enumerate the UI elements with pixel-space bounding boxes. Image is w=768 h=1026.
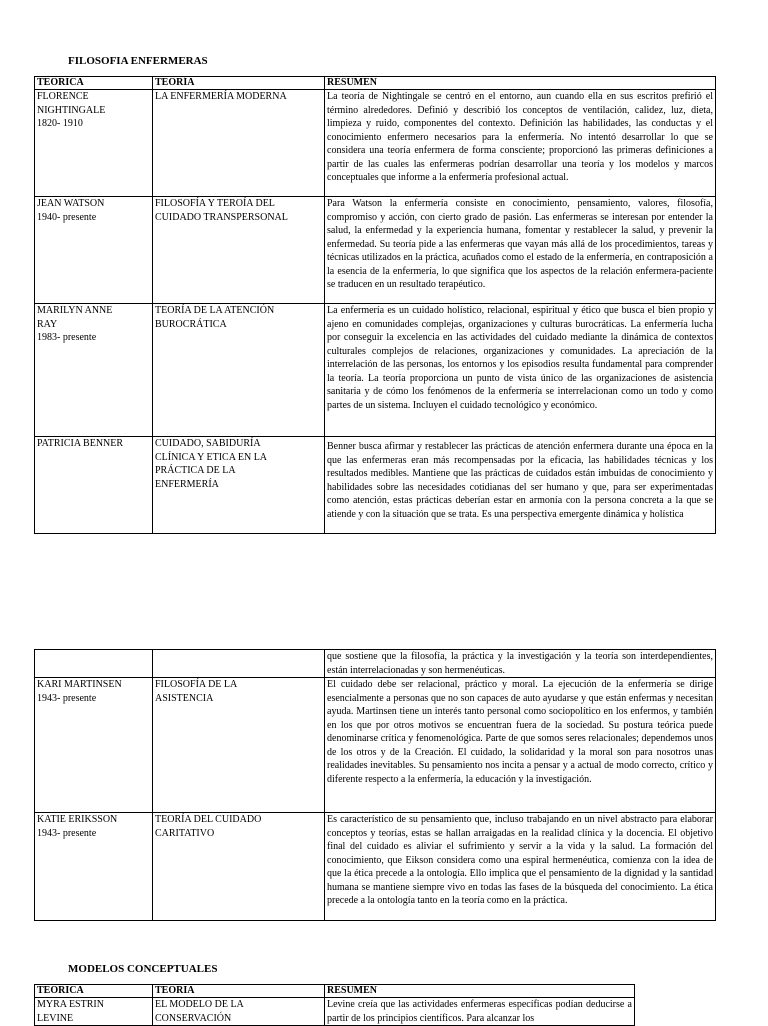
summary-cell: Benner busca afirmar y restablecer las prácticas de atención enfermera durante una época en la que las enfermeras eran más recompensadas por la eficacia, las habilidades técnicas y los resultados medibles. Mantiene que las prácticas de cuidados están imbuidas de conocimiento y habilidades sobre las necesidades cotidianas del ser humano y que, para ser experimentadas como atención, estas prácticas deberían estar en armonía con la persona concreta a la que se atiende y con la situación que se trata. Es una perspectiva emergente dinámica y holística (325, 437, 716, 534)
table-row (35, 678, 716, 813)
table-row (35, 650, 716, 678)
theory-cell: TEORÍA DE LA ATENCIÓN BUROCRÁTICA (153, 304, 325, 437)
table-row (35, 304, 716, 437)
header-teorica: TEORICA (35, 985, 153, 998)
table-header-row (35, 77, 716, 90)
summary-cell: Levine creía que las actividades enfermeras específicas podían deducirse a partir de los principios científicos. Para alcanzar los (325, 998, 635, 1026)
summary-cell: El cuidado debe ser relacional, práctico y moral. La ejecución de la enfermería se dirige esencialmente a personas que no son capaces de auto ayudarse y que están enfermas y necesitan ayuda. Martinsen tiene un interés tanto personal como sociopolítico en los enfermos, y también en los que por otros motivos se encuentran fuera de la sociedad. Su postura teórica puede denominarse crítica y fenomenológica. Parte de que somos seres relacionales; dependemos unos de los otros y de la Creación. El cuidado, la solidaridad y la moral son para nosotros unas realidades inevitables. Su pensamiento nos incita a pensar y a actual de modo correcto, crítico y diferente respecto a la enfermería, la educación y la investigación. (325, 678, 716, 813)
section-title-modelos: MODELOS CONCEPTUALES (68, 963, 218, 975)
table-row (35, 998, 635, 1026)
theory-cell: FILOSOFÍA DE LA ASISTENCIA (153, 678, 325, 813)
philosophy-table (34, 76, 716, 534)
header-teorica: TEORICA (35, 77, 153, 90)
header-teoria: TEORÍA (153, 77, 325, 90)
summary-cell: Para Watson la enfermería consiste en conocimiento, pensamiento, valores, filosofía, compromiso y acción, con cierto grado de pasión. Las enfermeras se interesan por entender la salud, la enfermedad y la experiencia humana, fomentar y restablecer la salud, y prevenir la enfermedad. Su teoría pide a las enfermeras que vayan más allá de los procedimientos, tareas y técnicas utilizados en la práctica, acuñados como el estado de la enfermería, en contraposición a la esencia de la enfermería, lo que significa que los aspectos de la relación enfermera-paciente se traducen en un resultado terapéutico. (325, 197, 716, 304)
theorist-cell (35, 650, 153, 678)
theory-cell: FILOSOFÍA Y TEROÍA DEL CUIDADO TRANSPERSONAL (153, 197, 325, 304)
table-row (35, 437, 716, 534)
theorist-cell: KATIE ERIKSSON 1943- presente (35, 813, 153, 921)
philosophy-table-continued (34, 649, 716, 921)
header-resumen: RESUMEN (325, 985, 635, 998)
summary-cell: que sostiene que la filosofía, la práctica y la investigación y la teoría son interdependientes, están interrelacionadas y son hermenéuticas. (325, 650, 716, 678)
summary-cell: La enfermería es un cuidado holístico, relacional, espiritual y ético que busca el bien propio y ajeno en comunidades complejas, organizaciones y culturas burocráticas. La enfermería lucha por conseguir la excelencia en las actividades del cuidado mediante la dinámica de contextos culturales complejos de relaciones, organizaciones y comunidades. La apreciación de la interrelación de las personas, los entornos y los episodios resulta fundamental para comprender la teoría. La teoría proporciona un punto de vista único de las organizaciones de asistencia sanitaria y de cómo los fenómenos de la enfermería se interrelacionan como un todo y como partes de un sistema. Incluyen el cuidado tecnológico y económico. (325, 304, 716, 437)
table-row (35, 90, 716, 197)
theorist-cell: FLORENCE NIGHTINGALE 1820- 1910 (35, 90, 153, 197)
theory-cell: EL MODELO DE LA CONSERVACIÓN (153, 998, 325, 1026)
theory-cell: LA ENFERMERÍA MODERNA (153, 90, 325, 197)
models-table (34, 984, 635, 1026)
section-title-filosofia: FILOSOFIA ENFERMERAS (68, 55, 208, 67)
theorist-cell: MARILYN ANNE RAY 1983- presente (35, 304, 153, 437)
table-header-row (35, 985, 635, 998)
theory-cell: TEORÍA DEL CUIDADO CARITATIVO (153, 813, 325, 921)
header-teoria: TEORIA (153, 985, 325, 998)
header-resumen: RESUMEN (325, 77, 716, 90)
theorist-cell: JEAN WATSON 1940- presente (35, 197, 153, 304)
theory-cell (153, 650, 325, 678)
table-row (35, 813, 716, 921)
theory-cell: CUIDADO, SABIDURÍA CLÍNICA Y ETICA EN LA PRÁCTICA DE LA ENFERMERÍA (153, 437, 325, 534)
summary-cell: La teoría de Nightingale se centró en el entorno, aun cuando ella en sus escritos prefirió el término alrededores. Definió y describió los conceptos de ventilación, calidez, luz, dieta, limpieza y ruido, componentes del contexto. Definición las habilidades, las conductas y el conocimiento enfermero necesarios para la enfermería. No intentó desarrollar lo que se considera una teoría enfermera de forma consciente; proporcionó las primeras definiciones a partir de las cuales las enfermeras podrían desarrollar una teoría y los modelos y marcos conceptuales que informe a la enfermería profesional actual. (325, 90, 716, 197)
summary-cell: Es característico de su pensamiento que, incluso trabajando en un nivel abstracto para elaborar conceptos y teorías, estas se hallan arraigadas en la realidad clínica y la docencia. El objetivo final del cuidado es aliviar el sufrimiento y servir a la vida y la salud. La formación del conocimiento, que Eikson considera como una espiral hermenéutica, comienza con la idea de que la ética precede a la ontología. Ello implica que el pensamiento de la dignidad y la santidad humana se mantiene siempre vivo en todas las fases de la búsqueda del conocimiento. La ética precede a la ontología tanto en la teoría como en la práctica. (325, 813, 716, 921)
theorist-cell: KARI MARTINSEN 1943- presente (35, 678, 153, 813)
theorist-cell: MYRA ESTRIN LEVINE (35, 998, 153, 1026)
table-row (35, 197, 716, 304)
theorist-cell: PATRICIA BENNER (35, 437, 153, 534)
